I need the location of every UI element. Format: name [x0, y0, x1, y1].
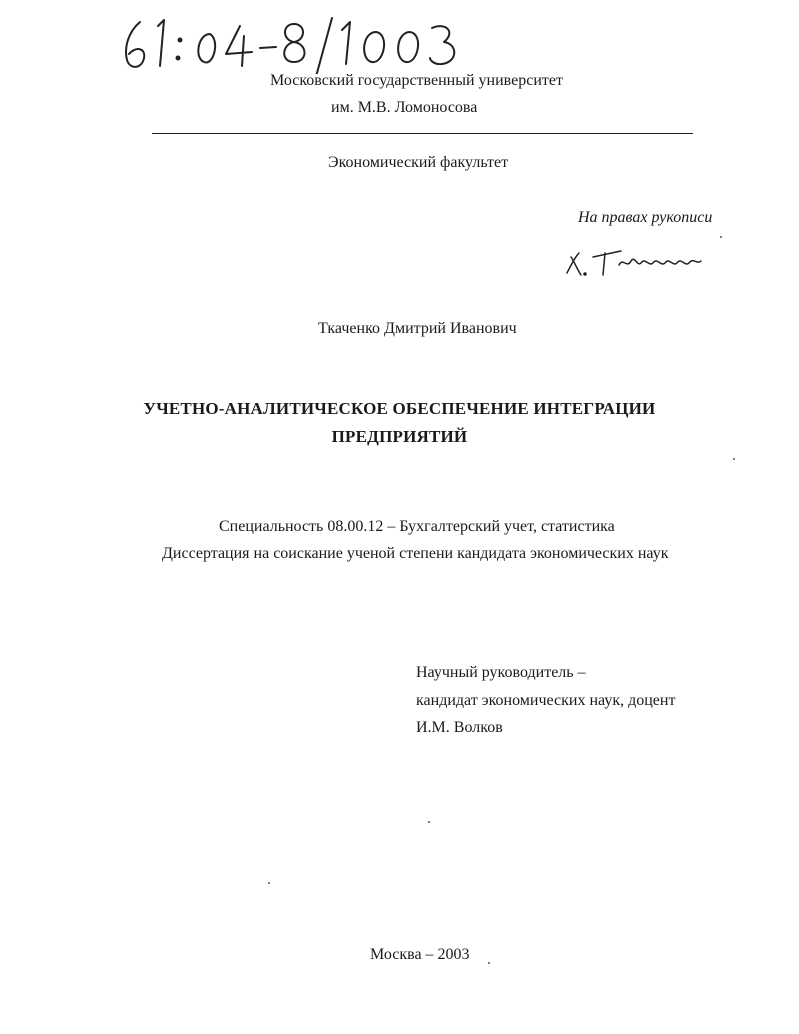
handwritten-archive-number	[118, 14, 468, 74]
supervisor-role: Научный руководитель –	[416, 664, 586, 681]
city-year: Москва – 2003	[370, 946, 470, 963]
scan-speck	[268, 882, 270, 884]
faculty-name: Экономический факультет	[328, 154, 509, 171]
specialty: Специальность 08.00.12 – Бухгалтерский учет, статистика	[219, 518, 615, 535]
author-name: Ткаченко Дмитрий Иванович	[318, 320, 517, 337]
university-name: Московский государственный университет	[270, 72, 563, 89]
scan-speck	[488, 962, 490, 964]
supervisor-degree: кандидат экономических наук, доцент	[416, 692, 676, 709]
supervisor-name: И.М. Волков	[416, 719, 503, 736]
manuscript-rights-note: На правах рукописи	[578, 209, 713, 226]
degree-statement: Диссертация на соискание ученой степени кандидата экономических наук	[162, 545, 669, 562]
author-signature	[563, 243, 713, 279]
dissertation-title-line-1: УЧЕТНО-АНАЛИТИЧЕСКОЕ ОБЕСПЕЧЕНИЕ ИНТЕГРАЦИИ	[143, 399, 656, 418]
scan-speck	[720, 236, 722, 238]
scan-speck	[733, 458, 735, 460]
header-divider	[152, 133, 693, 134]
dissertation-title-line-2: ПРЕДПРИЯТИЙ	[331, 427, 468, 446]
university-named-after: им. М.В. Ломоносова	[331, 99, 478, 116]
scan-speck	[428, 821, 430, 823]
